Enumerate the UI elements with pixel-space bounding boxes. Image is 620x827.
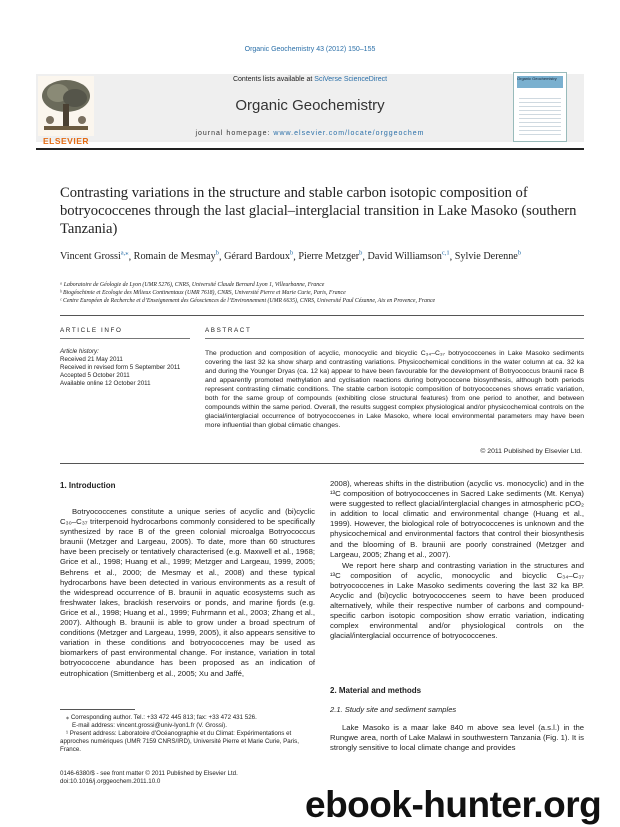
author[interactable]: Pierre Metzger$^b$ — [298, 250, 363, 263]
affiliation-a: ᵃ Laboratoire de Géologie de Lyon (UMR 5276), CNRS, Université Claude Bernard Lyon 1, Villeurbanne, France — [60, 282, 325, 288]
author[interactable]: David Williamson$^{c,1}$ — [367, 250, 450, 263]
publisher-logo-text: ELSEVIER — [42, 136, 90, 146]
abstract-text: The production and composition of acyclic, monocyclic and bicyclic C₃₄–C₃₇ botryococcenes in Lake Masoko sediments covering the last 32 ka show sharp and contrasting variations. Physicochemical conditions in the water column at ca. 32 ka and during the Younger Dryas (ca. 12 ka) appear to have been favourable for the development of Botryococcus braunii race B and apparently promoted methylation and cyclisation reactions during botryococcene biosynthesis, although both periods represent contrasting climatic conditions. The stable carbon isotopic composition of botryococcenes shows erratic variation, both for the same group of compounds (exhibiting close structural features) from one period to another, and between compounds within the same period. Overall, the results suggest complex physiological and/or physicochemical controls on the glacial/interglacial occurrence of botryococcenes in Lake Masoko, where local environmental parameters may have been more influential than global climatic changes. — [205, 350, 584, 430]
footnote-rule — [60, 709, 135, 710]
watermark-text: ebook-hunter.org — [305, 784, 602, 825]
contents-available — [110, 76, 510, 83]
author[interactable]: Sylvie Derenne$^b$ — [454, 250, 522, 263]
abstract-heading: ABSTRACT — [205, 327, 252, 334]
homepage-prefix: journal homepage: — [195, 130, 274, 137]
methods-paragraph: Lake Masoko is a maar lake 840 m above sea level (a.s.l.) in the Rungwe area, north of Lake Malawi in southwestern Tanzania (Fig. 1). It is strongly sensitive to local climate change and provides — [330, 723, 584, 753]
history-accepted: Accepted 5 October 2011 — [60, 372, 130, 379]
abstract-copyright: © 2011 Published by Elsevier Ltd. — [480, 448, 582, 455]
abstract-divider — [60, 463, 584, 464]
introduction-heading: 1. Introduction — [60, 481, 116, 490]
article-history — [60, 348, 190, 388]
author[interactable]: Vincent Grossi$^{a,⁎}$ — [60, 250, 129, 263]
intro-right-column — [330, 479, 584, 643]
history-received: Received 21 May 2011 — [60, 356, 123, 363]
article-info-heading: ARTICLE INFO — [60, 327, 123, 334]
sciencedirect-link[interactable]: SciVerse ScienceDirect — [314, 76, 388, 83]
footnotes — [60, 714, 315, 754]
journal-homepage — [110, 130, 510, 137]
info-rule — [60, 338, 190, 339]
author[interactable]: Romain de Mesmay$^b$ — [133, 250, 219, 263]
history-revised: Received in revised form 5 September 2011 — [60, 364, 181, 371]
intro-paragraph-cont: 2008), whereas shifts in the distribution (acyclic vs. monocyclic) and in the ¹³C composition of botryococcenes in Sacred Lake sediments (Mt. Kenya) were suggested to reflect glacial/interglacial changes in atmospheric pCO₂ in addition to local climatic and environmental change (Huang et al., 1999). However, the biological role of botryococcenes is unknown and the physicochemical and environmental factors that control their biosynthesis and the blooming of B. braunii are poorly constrained (Metzger and Largeau, 2005; Zhang et al., 2007). — [330, 479, 584, 559]
affiliation-divider — [60, 315, 584, 316]
cover-title: Organic Geochemistry — [517, 76, 557, 81]
methods-text — [330, 723, 584, 754]
intro-paragraph-1: Botryococcenes constitute a unique series of acyclic and (bi)cyclic C₃₀–C₃₇ triterpenoid hydrocarbons commonly considered to be specifically synthesized by race B of the green colonial microalga Botryococcus braunii (Metzger and Largeau, 2005). To date, more than 60 structures have been precisely or tentatively characterised (e.g. Maxwell et al., 1968; Grice et al., 1998; Huang et al., 1999; Metzger and Largeau, 1999, 2005; Behrens et al., 2000; de Mesmay et al., 2008) and these typical hydrocarbons have been detected in various environments as a result of the widespread occurrence of B. braunii in aquatic ecosystems such as freshwater lakes, brackish reservoirs or ponds, and marine fjords (e.g. Grice et al., 1998; Huang et al., 1999; Fuhrmann et al., 2003; Zhang et al., 2007). Although B. braunii is able to grow under a broad spectrum of conditions (Metzger and Largeau, 1999, 2005), it also appears sensitive to variation in these conditions and botryococcenes may be used as biomarkers of past environmental change. For instance, variation in total botryococcene abundance has been proposed as an indication of eutrophication (Smittenberg et al., 2005; Xu and Jaffé, — [60, 507, 315, 678]
elsevier-tree-logo — [38, 76, 94, 140]
homepage-link[interactable]: www.elsevier.com/locate/orggeochem — [273, 130, 425, 137]
author[interactable]: Gérard Bardoux$^b$ — [224, 250, 294, 263]
affiliation-b: ᵇ Biogéochimie et Ecologie des Milieux Continentaux (UMR 7618), CNRS, Université Pierre et Marie Curie, Paris, France — [60, 290, 346, 296]
journal-title: Organic Geochemistry — [235, 97, 385, 114]
history-label: Article history: — [60, 348, 99, 355]
article-title: Contrasting variations in the structure and stable carbon isotopic composition of botryococcenes through the last glacial–interglacial transition in Lake Masoko (southern Tanzania) — [60, 185, 577, 237]
history-online: Available online 12 October 2011 — [60, 380, 151, 387]
contents-prefix: Contents lists available at — [232, 76, 315, 83]
footnote-present-address: ¹ Present address: Laboratoire d’Océanographie et du Climat: Expérimentations et approches numériques (UMR 7159 CNRS/IRD), Université Pierre et Marie Curie, Paris, France. — [60, 730, 299, 753]
journal-cover-thumbnail[interactable] — [513, 72, 567, 142]
methods-heading: 2. Material and methods — [330, 686, 422, 695]
intro-left-column — [60, 507, 315, 680]
header-divider — [36, 148, 584, 150]
doi-line[interactable]: doi:10.1016/j.orggeochem.2011.10.0 — [60, 778, 161, 785]
footnote-corresponding: ⁎ Corresponding author. Tel.: +33 472 445 813; fax: +33 472 431 526. — [66, 714, 257, 721]
journal-citation[interactable]: Organic Geochemistry 43 (2012) 150–155 — [244, 46, 376, 53]
affiliation-c: ᶜ Centre Européen de Recherche et d’Enseignement des Géosciences de l’Environnement (UMR 6635), CNRS, Université Paul Cézanne, Aix en Provence, France — [60, 298, 436, 304]
author-list: Vincent Grossi$^{a,⁎}$, Romain de Mesmay$^b$, Gérard Bardoux$^b$, Pierre Metzger$^b$, David Williamson$^{c,1}$, Sylvie Derenne$^b$ — [60, 250, 522, 263]
intro-paragraph-2: We report here sharp and contrasting variation in the structures and ¹³C composition of acyclic, monocyclic and bicyclic C₃₄–C₃₇ botryococcenes in Lake Masoko sediments covering the last 32 ka BP. Acyclic and (bi)cyclic botryococcenes seem to have been produced alternatively, while their respective number of carbons and compound-specific carbon isotopic composition show erratic variation, indicating complex environmental and/or physiological controls on the glacial/interglacial occurrence of botryococcenes. — [330, 560, 584, 641]
methods-subheading: 2.1. Study site and sediment samples — [330, 705, 457, 714]
issn-line: 0146-6380/$ - see front matter © 2011 Published by Elsevier Ltd. — [60, 770, 238, 777]
footnote-email[interactable]: E-mail address: vincent.grossi@univ-lyon1.fr (V. Grossi). — [72, 722, 227, 729]
cover-text-lines — [519, 95, 561, 135]
abstract-rule — [205, 338, 584, 339]
